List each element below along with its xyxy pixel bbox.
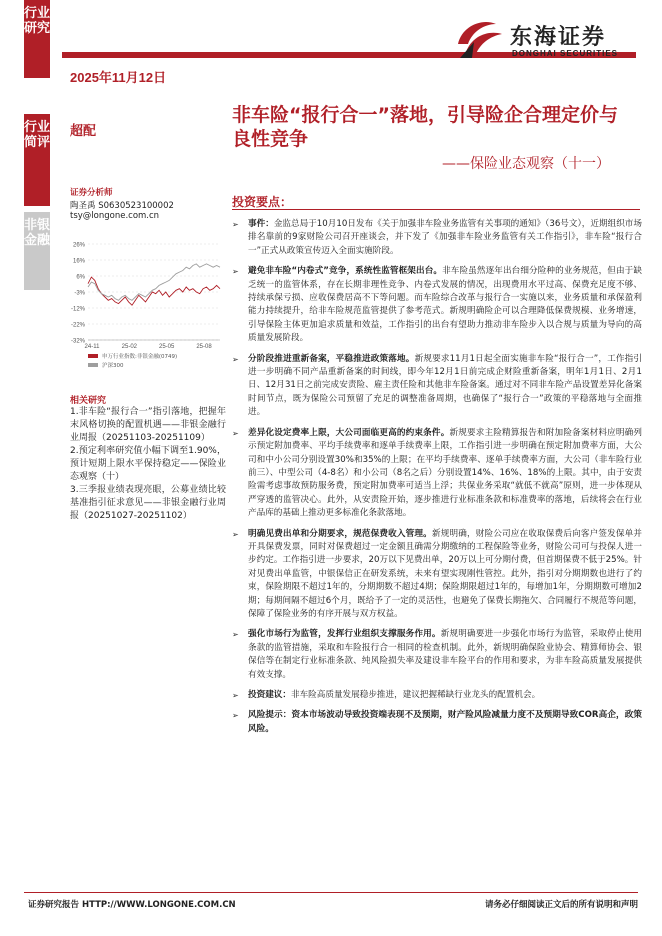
side-tab-industry-brief	[24, 114, 50, 206]
x-tick-label: 25-02	[121, 344, 138, 350]
point-lead: 风险提示：	[248, 710, 292, 721]
point-body: 新规要求11月1日起全面实施非车险“报行合一”，工作指引进一步明确不同产品重新备案的时间线，即今年12月1日前完成企财险重新备案，明年1月1日、2月1日、12月31日之前完成安责险、雇主责任险和其他非车险备案。通过对不同非车险产品设置差异化备案时间节点，既为保险公司预留了充足的调整准备周期，也确保了“报行合一”政策的平稳落地与全面推进。	[248, 353, 642, 418]
point-item	[232, 528, 642, 622]
y-tick-label: -22%	[70, 322, 85, 329]
y-tick-label: -3%	[74, 290, 85, 297]
point-body: 非车险虽然逐年出台细分险种的业务规范，但由于缺乏统一的监管体系，存在长期非理性竞争、内卷式发展的情况，出现费用水平过高、保费充足度不够、持续承保亏损、应收保费居高不下等问题。而车险综合改革与报行合一实施以来，业务质量和承保盈利能力持续提升，给非车险规范监管提供了参考范式。新规明确险企可以合理降低保费规模、业务增速，引导保险主体更加追求质量和效益，工作指引的出台有望助力推动非车险步入以合规与质量为导向的高质量发展阶段。	[248, 266, 642, 344]
related-research-heading: 相关研究	[70, 396, 107, 406]
arrow-bullet-icon: ➢	[232, 691, 239, 700]
point-item	[232, 353, 642, 420]
report-date: 2025年11月12日	[70, 70, 167, 85]
analyst-email[interactable]: tsy@longone.com.cn	[70, 211, 160, 221]
series-line	[88, 277, 220, 305]
performance-chart	[62, 238, 222, 378]
arrow-bullet-icon: ➢	[232, 220, 239, 229]
point-body: 非车险高质量发展稳步推进，建议把握稀缺行业龙头的配置机会。	[290, 690, 541, 700]
logo-text-cn: 东海证券	[510, 25, 607, 50]
analyst-name-license: 陶圣禹 S0630523100002	[70, 201, 174, 211]
arrow-bullet-icon: ➢	[232, 354, 239, 364]
report-title: 非车险“报行合一”落地，引导险企合理定价与良性竞争	[232, 104, 618, 150]
x-tick-label: 24-11	[84, 344, 100, 350]
point-body: 新规要求主险精算报告和附加险备案材料应明确列示预定附加费率、平均手续费率和逐单手续费率上限，工作指引进一步明确在预定附加费率方面，大公司和中小公司分别设置30%和35%的上限；在平均手续费率、逐单手续费率方面，大公司（非车险行业前三）、中型公司（4-8名）和小公司（8名之后）分别设置14%、16%、18%的上限。其中，由于安责险需考虑事故预防服务费，预定附加费率可适当上浮；共保业务采取“就低不就高”原则，进一步体现从严穿透的监管决心。此外，从安责险开始，逐步推进行业标准条款和标准费率的落地，后续将会在行业产品库的基础上推动更多标准化条款落地。	[248, 427, 642, 519]
point-lead: 投资建议：	[248, 690, 291, 700]
point-item	[232, 628, 642, 682]
legend-label: 申万行业指数:非银金融(0749)	[102, 354, 178, 360]
side-tab-label: 行业简评	[24, 120, 51, 150]
legend-swatch	[88, 363, 98, 367]
y-tick-label: -32%	[70, 338, 85, 345]
industry-rating: 超配	[70, 124, 97, 139]
legend-swatch	[88, 354, 98, 358]
y-tick-label: 26%	[72, 242, 85, 249]
point-item	[232, 427, 642, 521]
point-item	[232, 689, 642, 702]
point-lead: 事件：	[248, 219, 274, 229]
side-tab-label: 非银金融	[24, 218, 51, 248]
point-body: 金监总局于10月10日发布《关于加强非车险业务监管有关事项的通知》（36号文），近期组织市场排名靠前的9家财险公司召开座谈会，并下发了《加强非车险业务监管有关工作指引》，非车险“报行合一”正式从政策宣传迈入全面实施阶段。	[248, 219, 642, 256]
footer-rule	[24, 892, 638, 893]
arrow-bullet-icon: ➢	[232, 267, 239, 277]
y-tick-label: 6%	[76, 274, 85, 281]
investment-points	[232, 218, 642, 743]
report-subtitle: ——保险业态观察（十一）	[442, 156, 610, 172]
arrow-bullet-icon: ➢	[232, 711, 239, 721]
point-item	[232, 218, 642, 258]
point-item	[232, 265, 642, 345]
arrow-bullet-icon: ➢	[232, 428, 239, 438]
y-tick-label: -12%	[70, 306, 85, 313]
investment-points-heading: 投资要点：	[232, 195, 293, 209]
arrow-bullet-icon: ➢	[232, 529, 239, 539]
x-tick-label: 25-08	[196, 344, 212, 350]
logo-mark-icon	[452, 14, 506, 64]
point-lead: 强化市场行为监管，发挥行业组织支撑服务作用。	[248, 629, 441, 640]
point-item	[232, 709, 642, 736]
footer-website[interactable]: 证券研究报告 HTTP://WWW.LONGONE.COM.CN	[28, 900, 236, 910]
related-research-list	[70, 406, 226, 523]
side-tab-nonbank-finance	[24, 212, 50, 290]
series-line	[88, 264, 220, 300]
point-lead: 明确见费出单和分期要求，规范保费收入管理。	[248, 528, 432, 539]
logo-text-en: DONGHAI SECURITIES	[512, 49, 619, 58]
related-research-item[interactable]: 3.三季报业绩表现亮眼，公募业绩比较基准指引征求意见——非银金融行业周报（20251027-20251102）	[70, 485, 226, 521]
side-tab-label: 行业研究	[24, 6, 51, 36]
legend-label: 沪深300	[102, 363, 124, 369]
analyst-heading: 证券分析师	[70, 188, 113, 198]
arrow-bullet-icon: ➢	[232, 630, 239, 640]
point-lead: 分阶段推进重新备案，平稳推进政策落地。	[248, 353, 415, 364]
point-lead: 差异化设定费率上限，大公司面临更高的约束条件。	[248, 427, 450, 438]
point-lead: 避免非车险“内卷式”竞争，系统性监管框架出台。	[248, 266, 443, 277]
company-logo	[452, 14, 642, 64]
footer-disclaimer: 请务必仔细阅读正文后的所有说明和声明	[484, 900, 638, 910]
x-tick-label: 25-05	[158, 344, 175, 350]
point-body: 资本市场波动导致投资端表现不及预期，财产险风险减量力度不及预期导致COR高企，政策风险。	[248, 710, 642, 734]
side-tab-industry-research	[24, 0, 50, 78]
investment-points-rule	[232, 209, 640, 210]
related-research-item[interactable]: 1.非车险“报行合一”指引落地，把握年末风格切换的配置机遇——非银金融行业周报（20251103-20251109）	[70, 407, 226, 443]
point-body: 新规明确要进一步强化市场行为监管，采取停止使用条款的监管措施，采取和车险报行合一相同的检查机制。此外，新规明确保险业协会、精算师协会、银保信等在制定行业标准条款、纯风险损失率及建设非车险平台的作用和要求，为非车险高质量发展提供有效支撑。	[248, 629, 642, 680]
y-tick-label: 16%	[72, 258, 85, 265]
related-research-item[interactable]: 2.预定利率研究值小幅下调至1.90%，预计短期上限水平保持稳定——保险业态观察（十）	[70, 446, 226, 482]
point-body: 新规明确，财险公司应在收取保费后向客户签发保单并开具保费发票，同时对保费超过一定金额且确需分期缴纳的工程保险等业务，财险公司可与投保人进一步约定。工作指引进一步要求，20万以下见费出单，20万以上可分期付费，但首期保费不低于25%。针对见费出单监管，中银保信正在研发系统，未来有望实现刚性管控。此外，指引对分期期数也进行了约束，保险期限不超过1年的，分期期数不超过4期；保险期限超过1年的，每增加1年，分期期数可增加2期；每期间隔不超过6个月，既给予了一定的灵活性，也避免了保费长期拖欠、合同履行不规范等问题，保障了保险业务的有序开展与双方权益。	[248, 528, 642, 619]
